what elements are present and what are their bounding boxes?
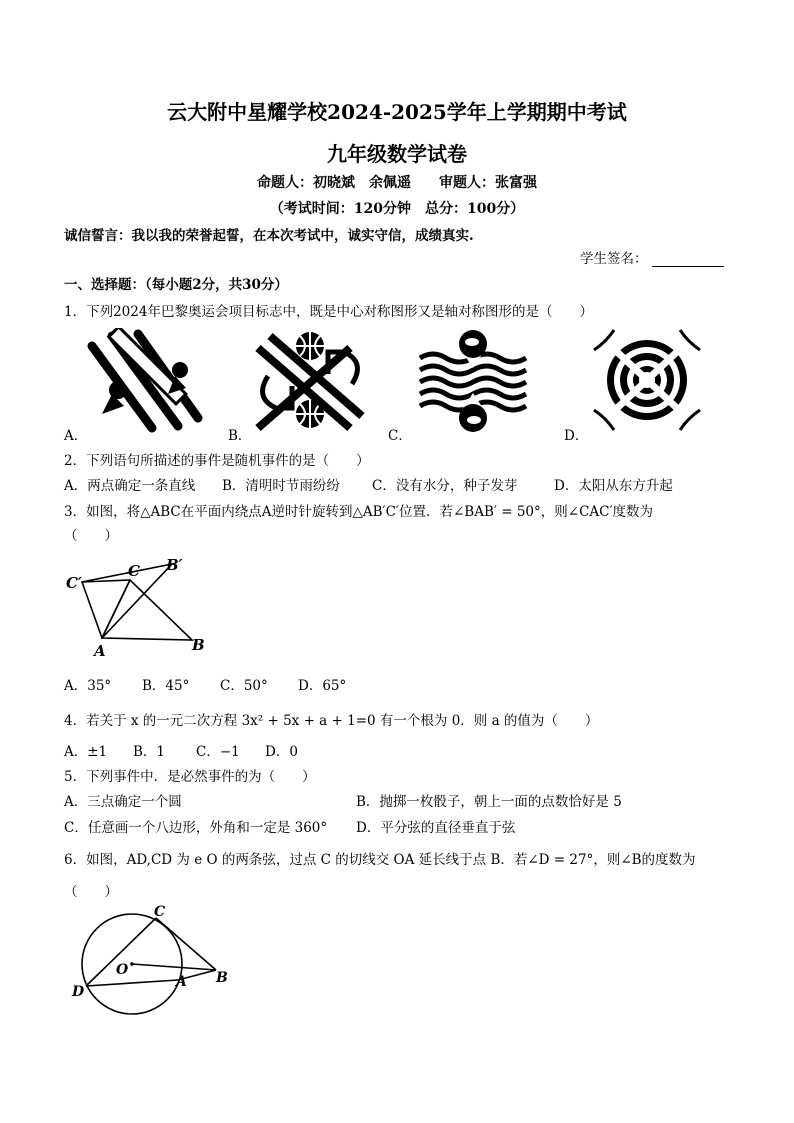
q6-stem-cont: （ ） — [64, 884, 118, 900]
q2-stem: 2．下列语句所描述的事件是随机事件的是（ ） — [64, 453, 370, 469]
honesty-pledge: 诚信誓言：我以我的荣誉起誓，在本次考试中，诚实守信，成绩真实. — [64, 228, 474, 244]
school-title: 云大附中星耀学校2024-2025学年上学期期中考试 — [167, 100, 627, 124]
signature-field[interactable] — [652, 252, 724, 267]
archery-logo-icon — [592, 328, 702, 433]
badminton-logo-icon — [80, 328, 210, 438]
q5-stem: 5．下列事件中．是必然事件的为（ ） — [64, 769, 316, 785]
q6-label-b: B — [216, 970, 228, 986]
q6-circle-figure — [70, 904, 240, 1016]
q2-option-b[interactable]: B．清明时节雨纷纷 — [222, 478, 340, 494]
surfing-logo-icon — [418, 328, 528, 433]
q3-option-c[interactable]: C．50° — [220, 678, 268, 694]
q5-option-a[interactable]: A．三点确定一个圆 — [64, 794, 182, 810]
authors-line: 命题人：初晓斌 余佩遥 审题人：张富强 — [257, 175, 537, 191]
q4-option-a[interactable]: A．±1 — [64, 744, 108, 760]
signature-label: 学生签名： — [580, 251, 648, 267]
q6-label-o: O — [116, 962, 129, 978]
q1-option-d[interactable]: D． — [564, 428, 589, 444]
q2-option-d[interactable]: D．太阳从东方升起 — [554, 478, 673, 494]
q6-label-d: D — [72, 984, 85, 1000]
q3-option-b[interactable]: B．45° — [142, 678, 190, 694]
q1-option-a[interactable]: A． — [64, 428, 88, 444]
q3-rotation-figure — [62, 552, 222, 664]
q3-stem-cont: （ ） — [64, 528, 118, 544]
q3-label-c: C — [128, 562, 140, 580]
q4-option-b[interactable]: B．1 — [133, 744, 166, 760]
q1-option-c[interactable]: C． — [388, 428, 412, 444]
q6-label-c: C — [154, 904, 166, 920]
q3-option-a[interactable]: A．35° — [64, 678, 112, 694]
q6-stem: 6．如图，AD,CD 为 e O 的两条弦，过点 C 的切线交 OA 延长线于点 B．若∠D = 27°，则∠B的度数为 — [64, 852, 696, 868]
q4-option-d[interactable]: D．0 — [265, 744, 298, 760]
q3-label-c-prime: C′ — [66, 574, 82, 592]
q3-label-b: B — [192, 636, 205, 654]
q2-option-a[interactable]: A．两点确定一条直线 — [64, 478, 196, 494]
q3-label-a: A — [94, 642, 106, 660]
exam-title: 九年级数学试卷 — [327, 142, 467, 166]
q1-option-b[interactable]: B． — [228, 428, 252, 444]
basketball-logo-icon — [250, 328, 370, 433]
q5-option-b[interactable]: B．抛掷一枚骰子，朝上一面的点数恰好是 5 — [356, 794, 622, 810]
q1-stem: 1．下列2024年巴黎奥运会项目标志中，既是中心对称图形又是轴对称图形的是（ ） — [64, 304, 593, 320]
q3-option-d[interactable]: D．65° — [298, 678, 347, 694]
q5-option-d[interactable]: D．平分弦的直径垂直于弦 — [356, 820, 516, 836]
section-heading: 一、选择题：（每小题2分，共30分） — [64, 277, 288, 293]
q4-stem: 4．若关于 x 的一元二次方程 3x² + 5x + a + 1=0 有一个根为 0．则 a 的值为（ ） — [64, 713, 599, 729]
signature-area — [580, 247, 724, 267]
q2-option-c[interactable]: C．没有水分，种子发芽 — [372, 478, 518, 494]
time-score-line: （考试时间：120分钟 总分：100分） — [269, 201, 525, 217]
q4-option-c[interactable]: C．−1 — [196, 744, 240, 760]
q5-option-c[interactable]: C．任意画一个八边形，外角和一定是 360° — [64, 820, 328, 836]
q3-label-b-prime: B′ — [166, 556, 183, 574]
q3-stem: 3．如图，将△ABC在平面内绕点A逆时针旋转到△AB′C′位置．若∠BAB′ = 50°，则∠CAC′度数为 — [64, 504, 654, 520]
q6-label-a: A — [176, 974, 187, 990]
